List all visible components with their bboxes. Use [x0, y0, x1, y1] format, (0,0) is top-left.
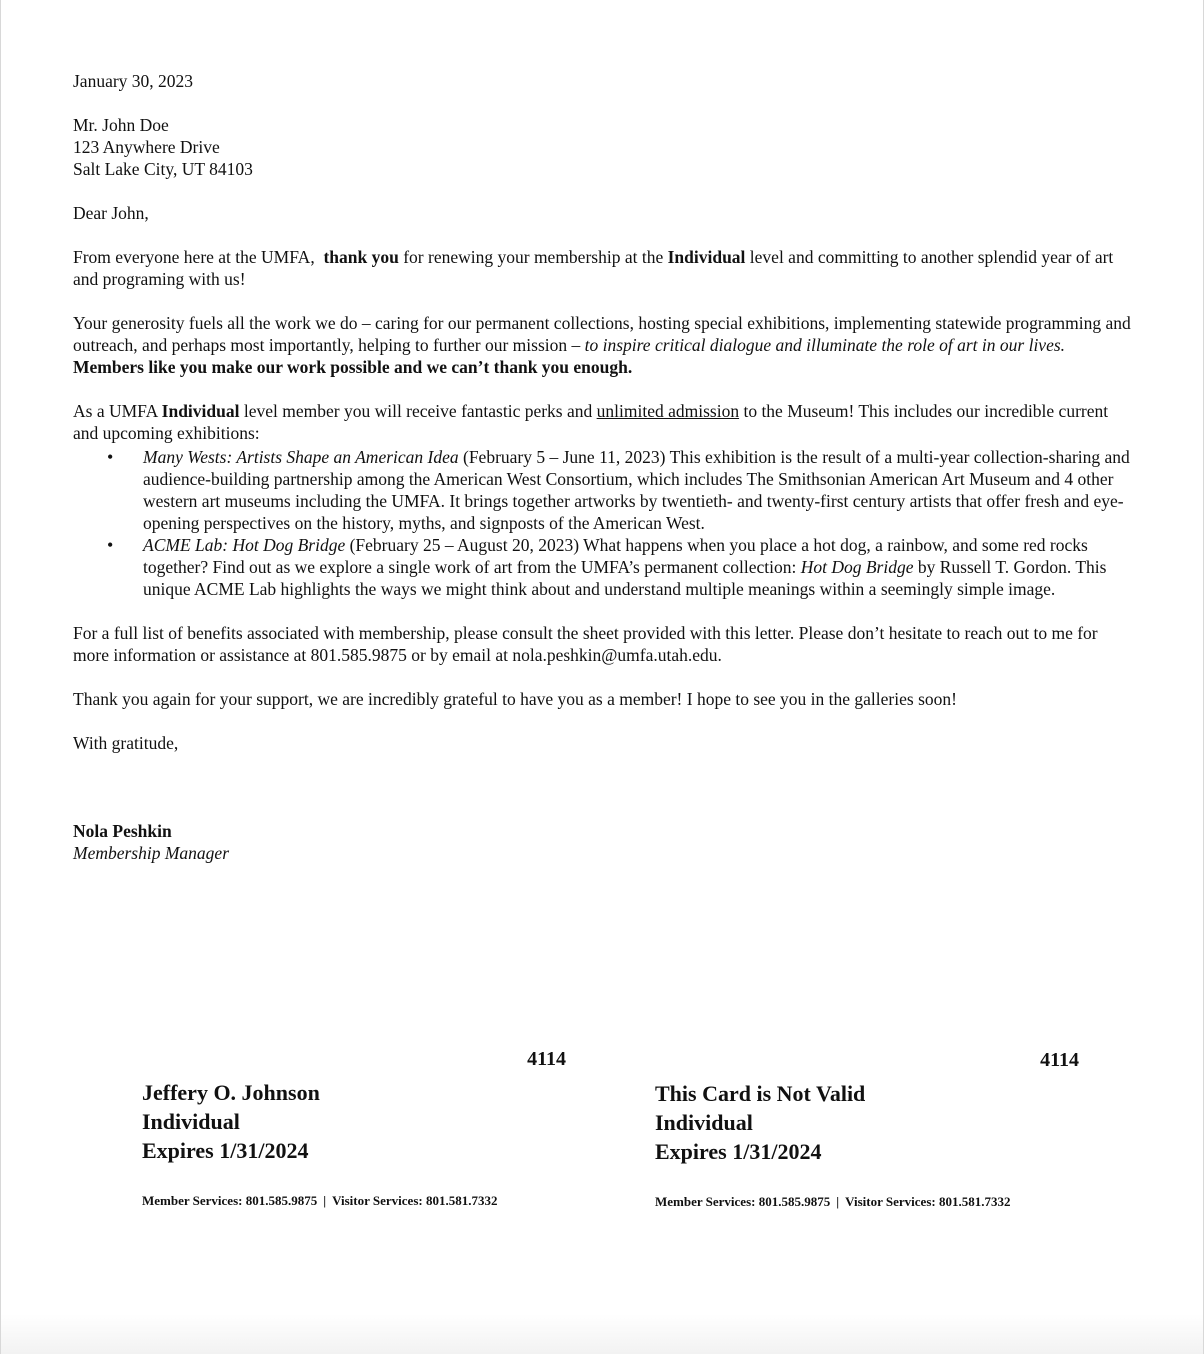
exhibition-item [73, 446, 1135, 534]
p1-text-e: level and committing to another splendid year of art and programing with us! [73, 247, 1114, 289]
artwork-title: Hot Dog Bridge [800, 557, 914, 577]
services-separator: | [836, 1194, 840, 1209]
card-member-name: This Card is Not Valid [655, 1081, 866, 1106]
card-services [142, 1193, 497, 1209]
recipient-name: Mr. John Doe [73, 115, 169, 135]
p3-text-c: level member you will receive fantastic perks and [239, 401, 597, 421]
card-level: Individual [142, 1109, 240, 1134]
paragraph-thank-you [73, 246, 1135, 290]
exhibition-title: Many Wests: Artists Shape an American Idea [143, 447, 459, 467]
p3-level: Individual [161, 401, 240, 421]
member-services-phone: Member Services: 801.585.9875 [142, 1193, 318, 1208]
card-number: 4114 [527, 1048, 566, 1070]
exhibition-description: (February 25 – August 20, 2023) What happens when you place a hot dog, a rainbow, and some red rocks together? Find out as we explore a single work of art from the UMFA’s permanent collection: [143, 535, 1088, 577]
p2-text-a: Your generosity fuels all the work we do – caring for our permanent collections, hosting special exhibitions, implementing statewide programming and outreach, and perhaps most importantly, helping to further our mission – [73, 313, 1131, 355]
exhibition-item [73, 534, 1135, 600]
exhibition-description-end: by Russell T. Gordon. This unique ACME Lab highlights the ways we might think about and understand multiple meanings within a seemingly simple image. [143, 557, 1107, 599]
membership-card [655, 1049, 1095, 1219]
p3-unlimited-admission: unlimited admission [596, 401, 740, 421]
p1-text-a: From everyone here at the UMFA, [73, 247, 324, 267]
p3-text-e: to the Museum! This includes our incredible current and upcoming exhibitions: [73, 401, 1109, 443]
p1-level: Individual [667, 247, 746, 267]
paragraph-contact: For a full list of benefits associated with membership, please consult the sheet provided with this letter. Please don’t hesitate to reach out to me for more information or assistance at 801.585.9875 or by email at nola.peshkin@umfa.utah.edu. [73, 623, 1098, 665]
closing: With gratitude, [73, 733, 179, 753]
member-services-phone: Member Services: 801.585.9875 [655, 1194, 831, 1209]
exhibition-list [73, 446, 1135, 600]
recipient-city: Salt Lake City, UT 84103 [73, 159, 253, 179]
p1-thank-you: thank you [323, 247, 399, 267]
card-expiration: Expires 1/31/2024 [655, 1139, 822, 1164]
signature-title: Membership Manager [73, 843, 230, 863]
paragraph-perks [73, 400, 1135, 444]
p2-space [1065, 335, 1069, 355]
card-expiration: Expires 1/31/2024 [142, 1138, 309, 1163]
page-bottom-shadow [1, 1314, 1203, 1354]
recipient-street: 123 Anywhere Drive [73, 137, 220, 157]
bullet-icon: • [107, 447, 114, 467]
p3-text-a: As a UMFA [73, 401, 162, 421]
visitor-services-phone: Visitor Services: 801.581.7332 [845, 1194, 1011, 1209]
card-member-name: Jeffery O. Johnson [142, 1080, 320, 1105]
letter-body [73, 70, 1135, 864]
visitor-services-phone: Visitor Services: 801.581.7332 [332, 1193, 498, 1208]
signature-name: Nola Peshkin [73, 821, 172, 841]
card-details [655, 1079, 865, 1166]
card-services [655, 1194, 1010, 1210]
p2-members-thanks: Members like you make our work possible and we can’t thank you enough. [73, 357, 633, 377]
membership-card [142, 1048, 582, 1218]
signature-block [73, 820, 1135, 864]
exhibition-title: ACME Lab: Hot Dog Bridge [143, 535, 346, 555]
p2-mission: to inspire critical dialogue and illuminate the role of art in our lives. [584, 335, 1066, 355]
paragraph-closing-thanks: Thank you again for your support, we are incredibly grateful to have you as a member! I hope to see you in the galleries soon! [73, 689, 957, 709]
paragraph-generosity [73, 312, 1135, 378]
exhibition-description: (February 5 – June 11, 2023) This exhibition is the result of a multi-year collection-sharing and audience-building partnership among the American West Consortium, which includes The Smithsonian American Art Museum and 4 other western art museums including the UMFA. It brings together artworks by twentieth- and twenty-first century artists that offer fresh and eye-opening perspectives on the history, myths, and signposts of the American West. [143, 447, 1130, 533]
recipient-address [73, 114, 1135, 180]
letter-date: January 30, 2023 [73, 71, 194, 91]
card-details [142, 1078, 320, 1165]
services-separator: | [323, 1193, 327, 1208]
bullet-icon: • [107, 535, 114, 555]
p1-text-c: for renewing your membership at the [398, 247, 668, 267]
card-number: 4114 [1040, 1049, 1079, 1071]
salutation: Dear John, [73, 203, 149, 223]
card-level: Individual [655, 1110, 753, 1135]
